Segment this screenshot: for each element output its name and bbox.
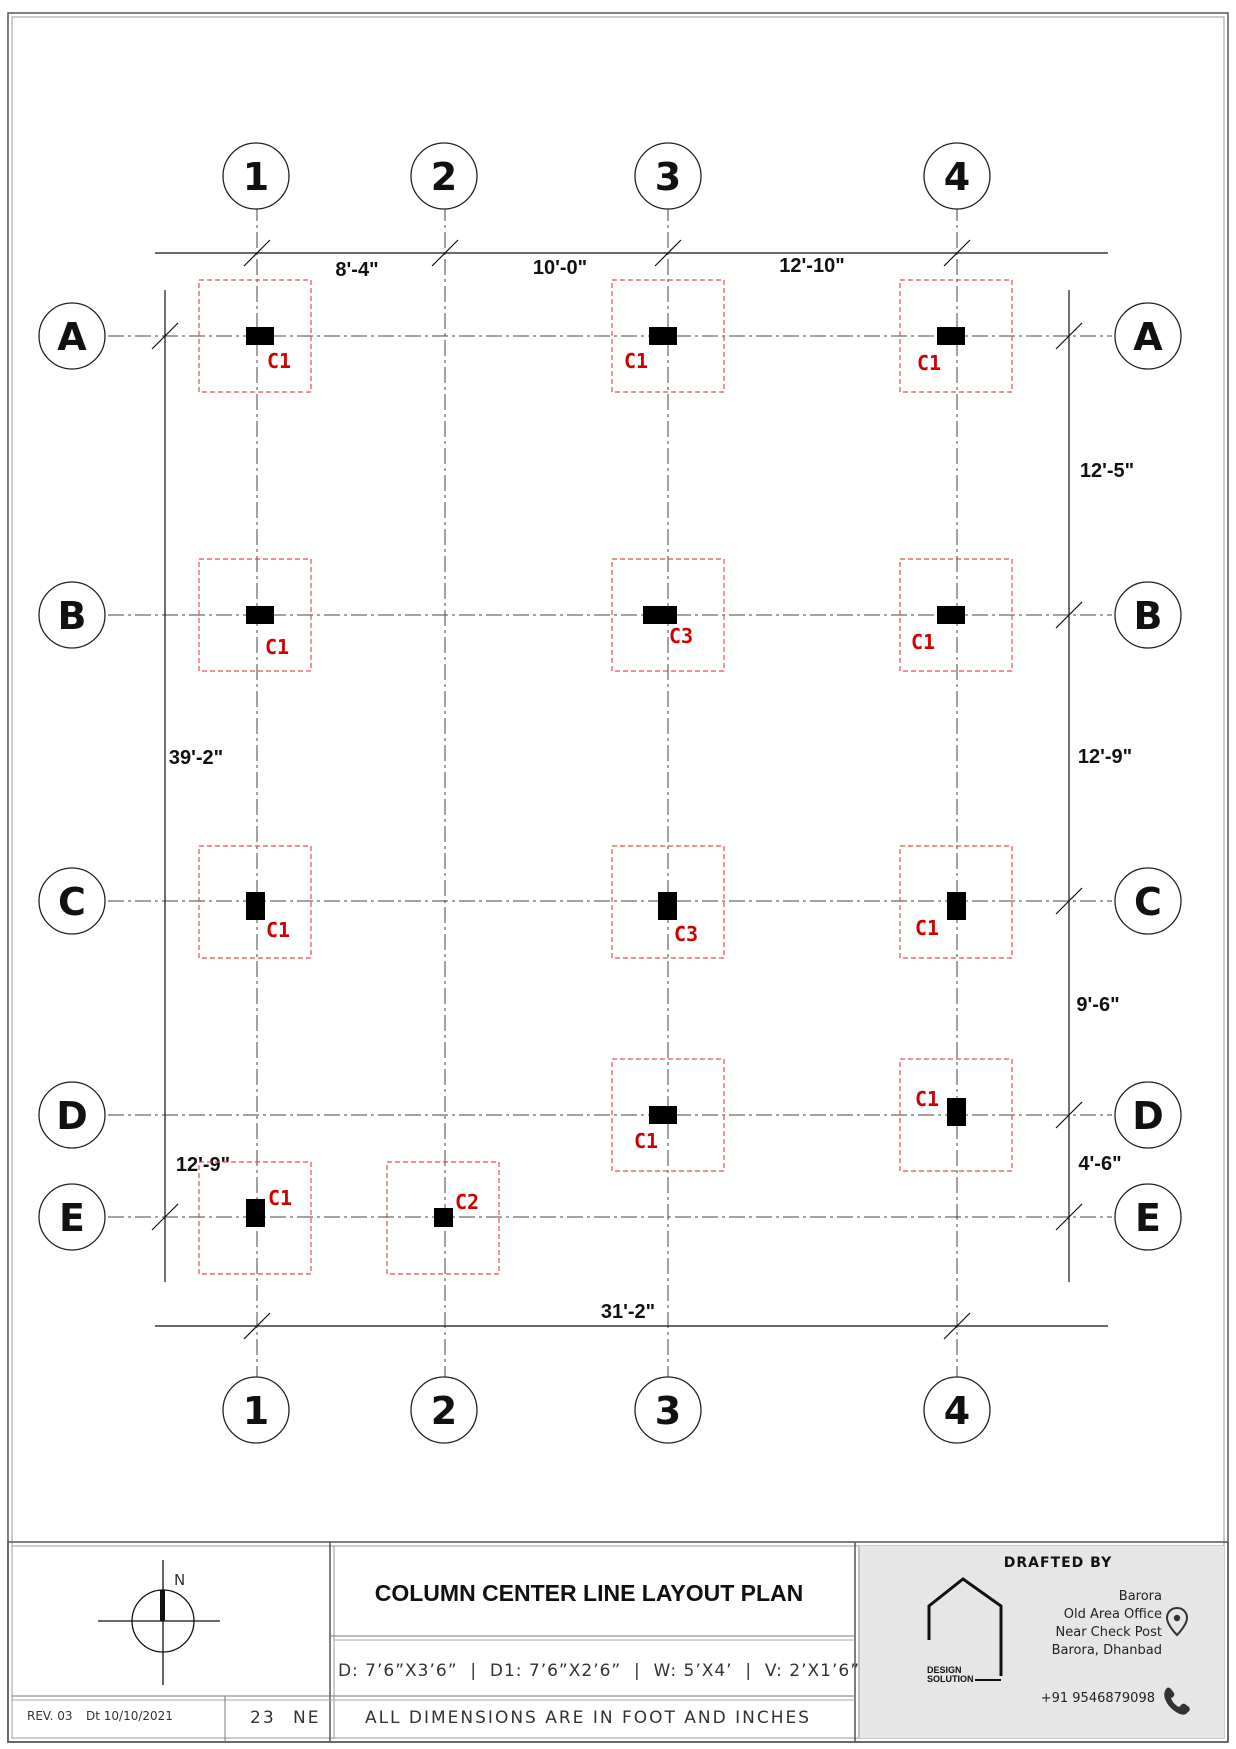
bubble-label-right-b: B — [1133, 594, 1163, 638]
door-window-sizes: D: 7’6”X3’6” | D1: 7’6”X2’6” | W: 5’X4’ | V: 2’X1’6” — [337, 1661, 861, 1681]
bubble-label-left-a: A — [57, 315, 87, 359]
dimension-ticks — [152, 240, 1082, 1339]
revision-date: Dt 10/10/2021 — [86, 1709, 173, 1723]
dim-top-1-2: 8'-4" — [335, 259, 379, 281]
column-labels — [265, 349, 941, 1214]
dim-top-2-3: 10'-0" — [532, 257, 588, 279]
outer-border — [8, 13, 1228, 1742]
address-line-2: Old Area Office — [1063, 1607, 1162, 1622]
column-label-b1: C1 — [265, 635, 290, 659]
address-line-4: Barora, Dhanbad — [1051, 1643, 1162, 1658]
bubble-label-left-e: E — [59, 1196, 85, 1240]
bubble-label-top-3: 3 — [654, 155, 682, 199]
column-c3 — [658, 892, 677, 920]
bubble-label-left-c: C — [58, 880, 86, 924]
column-label-a4: C1 — [917, 351, 942, 375]
column-label-c1: C1 — [266, 918, 291, 942]
column-label-a3: C1 — [624, 349, 649, 373]
dim-right-d-e: 4'-6" — [1078, 1153, 1122, 1175]
column-b4 — [937, 606, 965, 624]
column-label-e2: C2 — [455, 1190, 480, 1214]
column-a1 — [246, 327, 274, 345]
column-label-c3: C3 — [674, 922, 699, 946]
bubble-label-right-d: D — [1132, 1094, 1164, 1138]
logo-line-2: SOLUTION — [927, 1674, 974, 1684]
drafted-by-panel — [858, 1546, 1224, 1738]
column-label-b3: C3 — [669, 624, 694, 648]
bubble-label-right-a: A — [1133, 315, 1163, 359]
north-compass-icon — [98, 1560, 220, 1685]
grid-bubble-labels — [56, 155, 1164, 1433]
dim-right-b-c: 12'-9" — [1077, 746, 1133, 768]
footing-outlines — [199, 280, 1012, 1274]
column-sections — [246, 327, 966, 1227]
dim-bottom-total: 31'-2" — [600, 1301, 656, 1323]
column-d4 — [947, 1098, 966, 1126]
dimension-note: ALL DIMENSIONS ARE IN FOOT AND INCHES — [364, 1708, 812, 1728]
grid-bubbles — [39, 143, 1181, 1443]
dim-right-a-b: 12'-5" — [1079, 460, 1135, 482]
column-label-d3: C1 — [634, 1129, 659, 1153]
logo-line-1: DESIGN — [927, 1665, 962, 1675]
column-a4 — [937, 327, 965, 345]
column-label-e1: C1 — [268, 1186, 293, 1210]
bubble-label-right-e: E — [1135, 1196, 1161, 1240]
column-label-a1: C1 — [267, 349, 292, 373]
drawing-title: COLUMN CENTER LINE LAYOUT PLAN — [374, 1580, 804, 1606]
column-c4 — [947, 892, 966, 920]
column-c1 — [246, 892, 265, 920]
bubble-label-bottom-2: 2 — [430, 1389, 458, 1433]
title-block — [8, 1542, 1228, 1742]
bubble-label-right-c: C — [1134, 880, 1162, 924]
column-d3 — [649, 1106, 677, 1124]
compass-north-label: N — [174, 1571, 186, 1589]
dimension-labels — [169, 255, 1134, 1323]
bubble-label-bottom-1: 1 — [242, 1389, 270, 1433]
bubble-label-left-b: B — [57, 594, 87, 638]
column-e1 — [246, 1199, 265, 1227]
dim-left-total: 39'-2" — [168, 747, 224, 769]
phone-number: +91 9546879098 — [1040, 1691, 1155, 1706]
dim-left-segment: 12'-9" — [175, 1154, 231, 1176]
sheet-suffix: NE — [293, 1708, 321, 1728]
bubble-label-bottom-4: 4 — [943, 1389, 971, 1433]
column-b1 — [246, 606, 274, 624]
bubble-label-left-d: D — [56, 1094, 88, 1138]
bubble-label-bottom-3: 3 — [654, 1389, 682, 1433]
address-line-3: Near Check Post — [1055, 1625, 1162, 1640]
inner-border — [12, 17, 1224, 1738]
bubble-label-top-1: 1 — [242, 155, 270, 199]
drafted-by-heading: DRAFTED BY — [1003, 1555, 1113, 1571]
column-label-c4: C1 — [915, 916, 940, 940]
column-label-b4: C1 — [911, 630, 936, 654]
dim-right-c-d: 9'-6" — [1076, 994, 1120, 1016]
bubble-label-top-4: 4 — [943, 155, 971, 199]
column-a3 — [649, 327, 677, 345]
column-label-d4: C1 — [915, 1087, 940, 1111]
revision-label: REV. 03 — [27, 1709, 73, 1723]
dim-top-3-4: 12'-10" — [779, 255, 845, 277]
dimension-lines — [155, 253, 1108, 1326]
address-line-1: Barora — [1118, 1589, 1162, 1604]
bubble-label-top-2: 2 — [430, 155, 458, 199]
column-e2 — [434, 1208, 453, 1227]
sheet-number: 23 — [250, 1708, 276, 1728]
column-b3 — [643, 606, 677, 624]
